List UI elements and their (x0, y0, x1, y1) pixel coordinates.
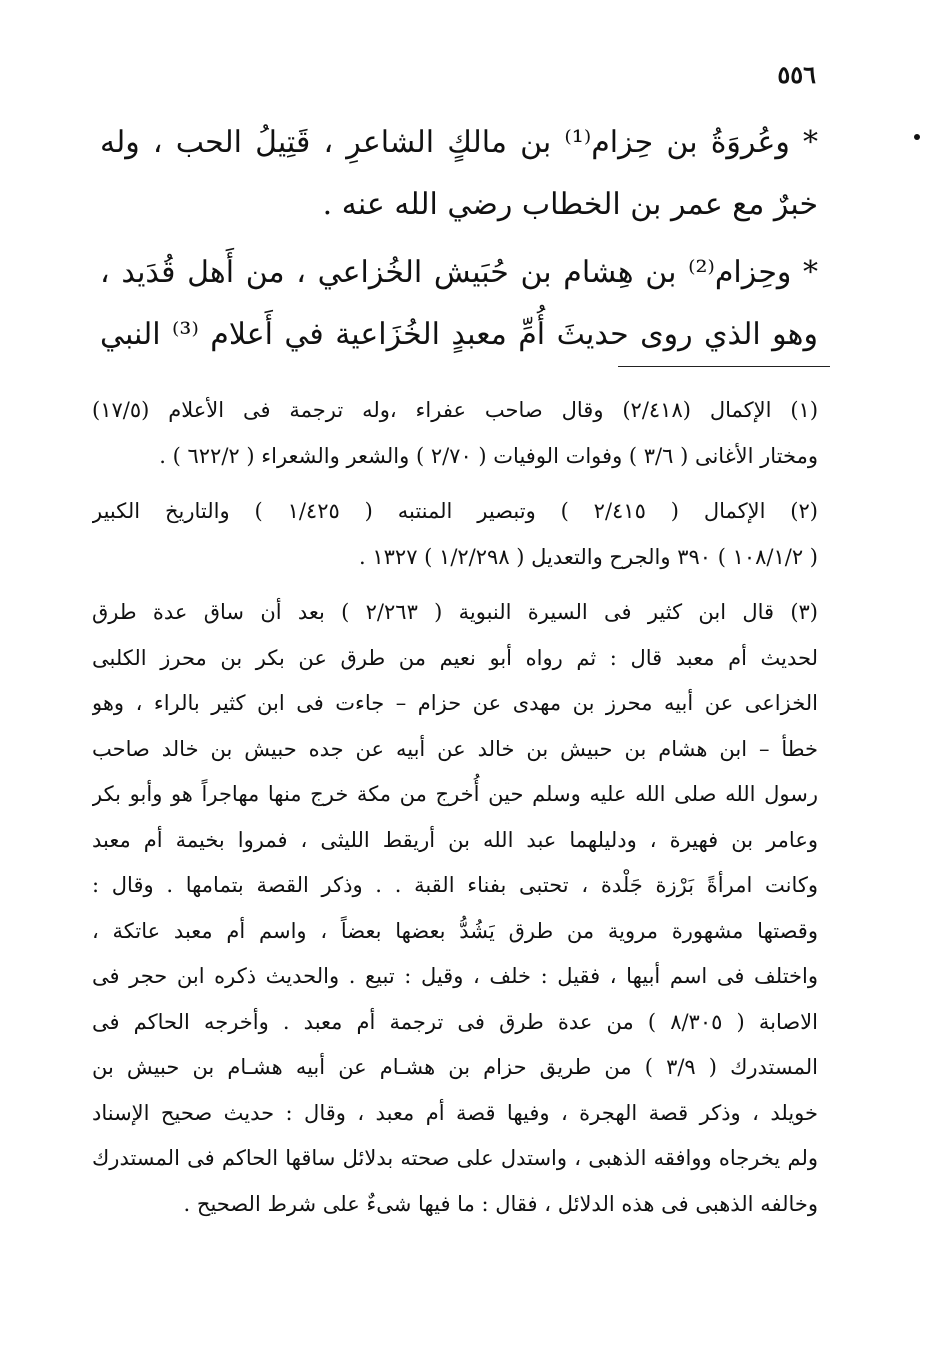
footnote-line: المستدرك ( ٣/٩ ) من طريق حزام بن هشـام عن أبيه هشـام بن حبيش بن (92, 1055, 818, 1079)
footnote-line: وعامر بن فهيرة ، ودليلهما عبد الله بن أريقط الليثى ، فمروا بخيمة أم معبد (92, 827, 818, 852)
footnote-line: خطأ – ابن هشام بن حبيش بن خالد عن أبيه عن جده حبيش بن خالد صاحب (92, 736, 818, 761)
footnote-line: واختلف فى اسم أبيها ، فقيل : خلف ، وقيل : تبيع . والحديث ذكره ابن حجر فى (92, 964, 818, 988)
main-text (100, 112, 818, 366)
main-line: وهو الذي روى حديثَ أُمِّ معبدٍ الخُزَاعية في أَعلام ⁽³⁾ النبي (100, 317, 818, 352)
footnote-line: خويلد ، وذكر قصة الهجرة ، وفيها قصة أم معبد ، وقال : حديث صحيح الإسناد (92, 1100, 818, 1125)
main-line: خبرٌ مع عمر بن الخطاب رضي الله عنه . (322, 187, 818, 222)
footnote-line: (٣) قال ابن كثير فى السيرة النبوية ( ٢/٢٦٣ ) بعد أن ساق عدة طرق (92, 600, 818, 624)
footnote-divider (618, 366, 830, 367)
main-line: * وحِزام⁽²⁾ بن هِشام بن حُبَيش الخُزاعي ، من أَهل قُدَيد ، (100, 255, 818, 290)
page-number: ٥٥٦ (777, 60, 816, 89)
footnote-line: وخالفه الذهبى فى هذه الدلائل ، فقال : ما فيها شىءٌ على شرط الصحيح . (183, 1191, 818, 1216)
footnote-line: الخزاعى عن أبيه محرز بن مهدى عن حزام – جاءت فى ابن كثير بالراء ، وهو (92, 691, 818, 715)
footnote-line: لحديث أم معبد قال : ثم رواه أبو نعيم من طرق عن بكر بن محرز الكلبى (92, 645, 818, 670)
footnote-1 (92, 388, 818, 479)
footnote-2 (92, 489, 818, 580)
footnote-line: رسول الله صلى الله عليه وسلم حين أُخرج من مكة خرج منها مهاجراً هو وأبو بكر (92, 782, 818, 806)
main-line: * وعُروَةُ بن حِزام⁽¹⁾ بن مالكٍ الشاعرِ ، قَتِيلُ الحب ، وله (100, 125, 818, 160)
footnote-line: (٢) الإكمال ( ٢/٤١٥ ) وتبصير المنتبه ( ١/٤٢٥ ) والتاريخ الكبير (92, 499, 818, 523)
footnote-line: وقصتها مشهورة مروية من طرق يَشُدُّ بعضها بعضاً ، واسم أم معبد عاتكة ، (92, 918, 818, 943)
footnote-3 (92, 590, 818, 1227)
scan-speck (914, 134, 920, 140)
footnotes (92, 388, 818, 1237)
footnote-line: ( ١٠٨/١/٢ ) ٣٩٠ والجرح والتعديل ( ١/٢/٢٩٨ ) ١٣٢٧ . (359, 544, 818, 569)
footnote-line: وكانت امرأةً بَرْزة جَلْدة ، تحتبى بفناء القبة . . وذكر القصة بتمامها . وقال : (92, 873, 818, 897)
footnote-line: ولم يخرجاه ووافقه الذهبى ، واستدل على صحته بدلائل ساقها الحاكم فى المستدرك (92, 1146, 818, 1170)
footnote-line: ومختار الأغانى ( ٣/٦ ) وفوات الوفيات ( ٢/٧٠ ) والشعر والشعراء ( ٦٢٢/٢ ) . (159, 443, 818, 468)
footnote-line: الاصابة ( ٨/٣٠٥ ) من عدة طرق فى ترجمة أم معبد . وأخرجه الحاكم فى (92, 1009, 818, 1034)
footnote-line: (١) الإكمال (٢/٤١٨) وقال صاحب عفراء ،وله ترجمة فى الأعلام (١٧/٥) (92, 398, 818, 422)
